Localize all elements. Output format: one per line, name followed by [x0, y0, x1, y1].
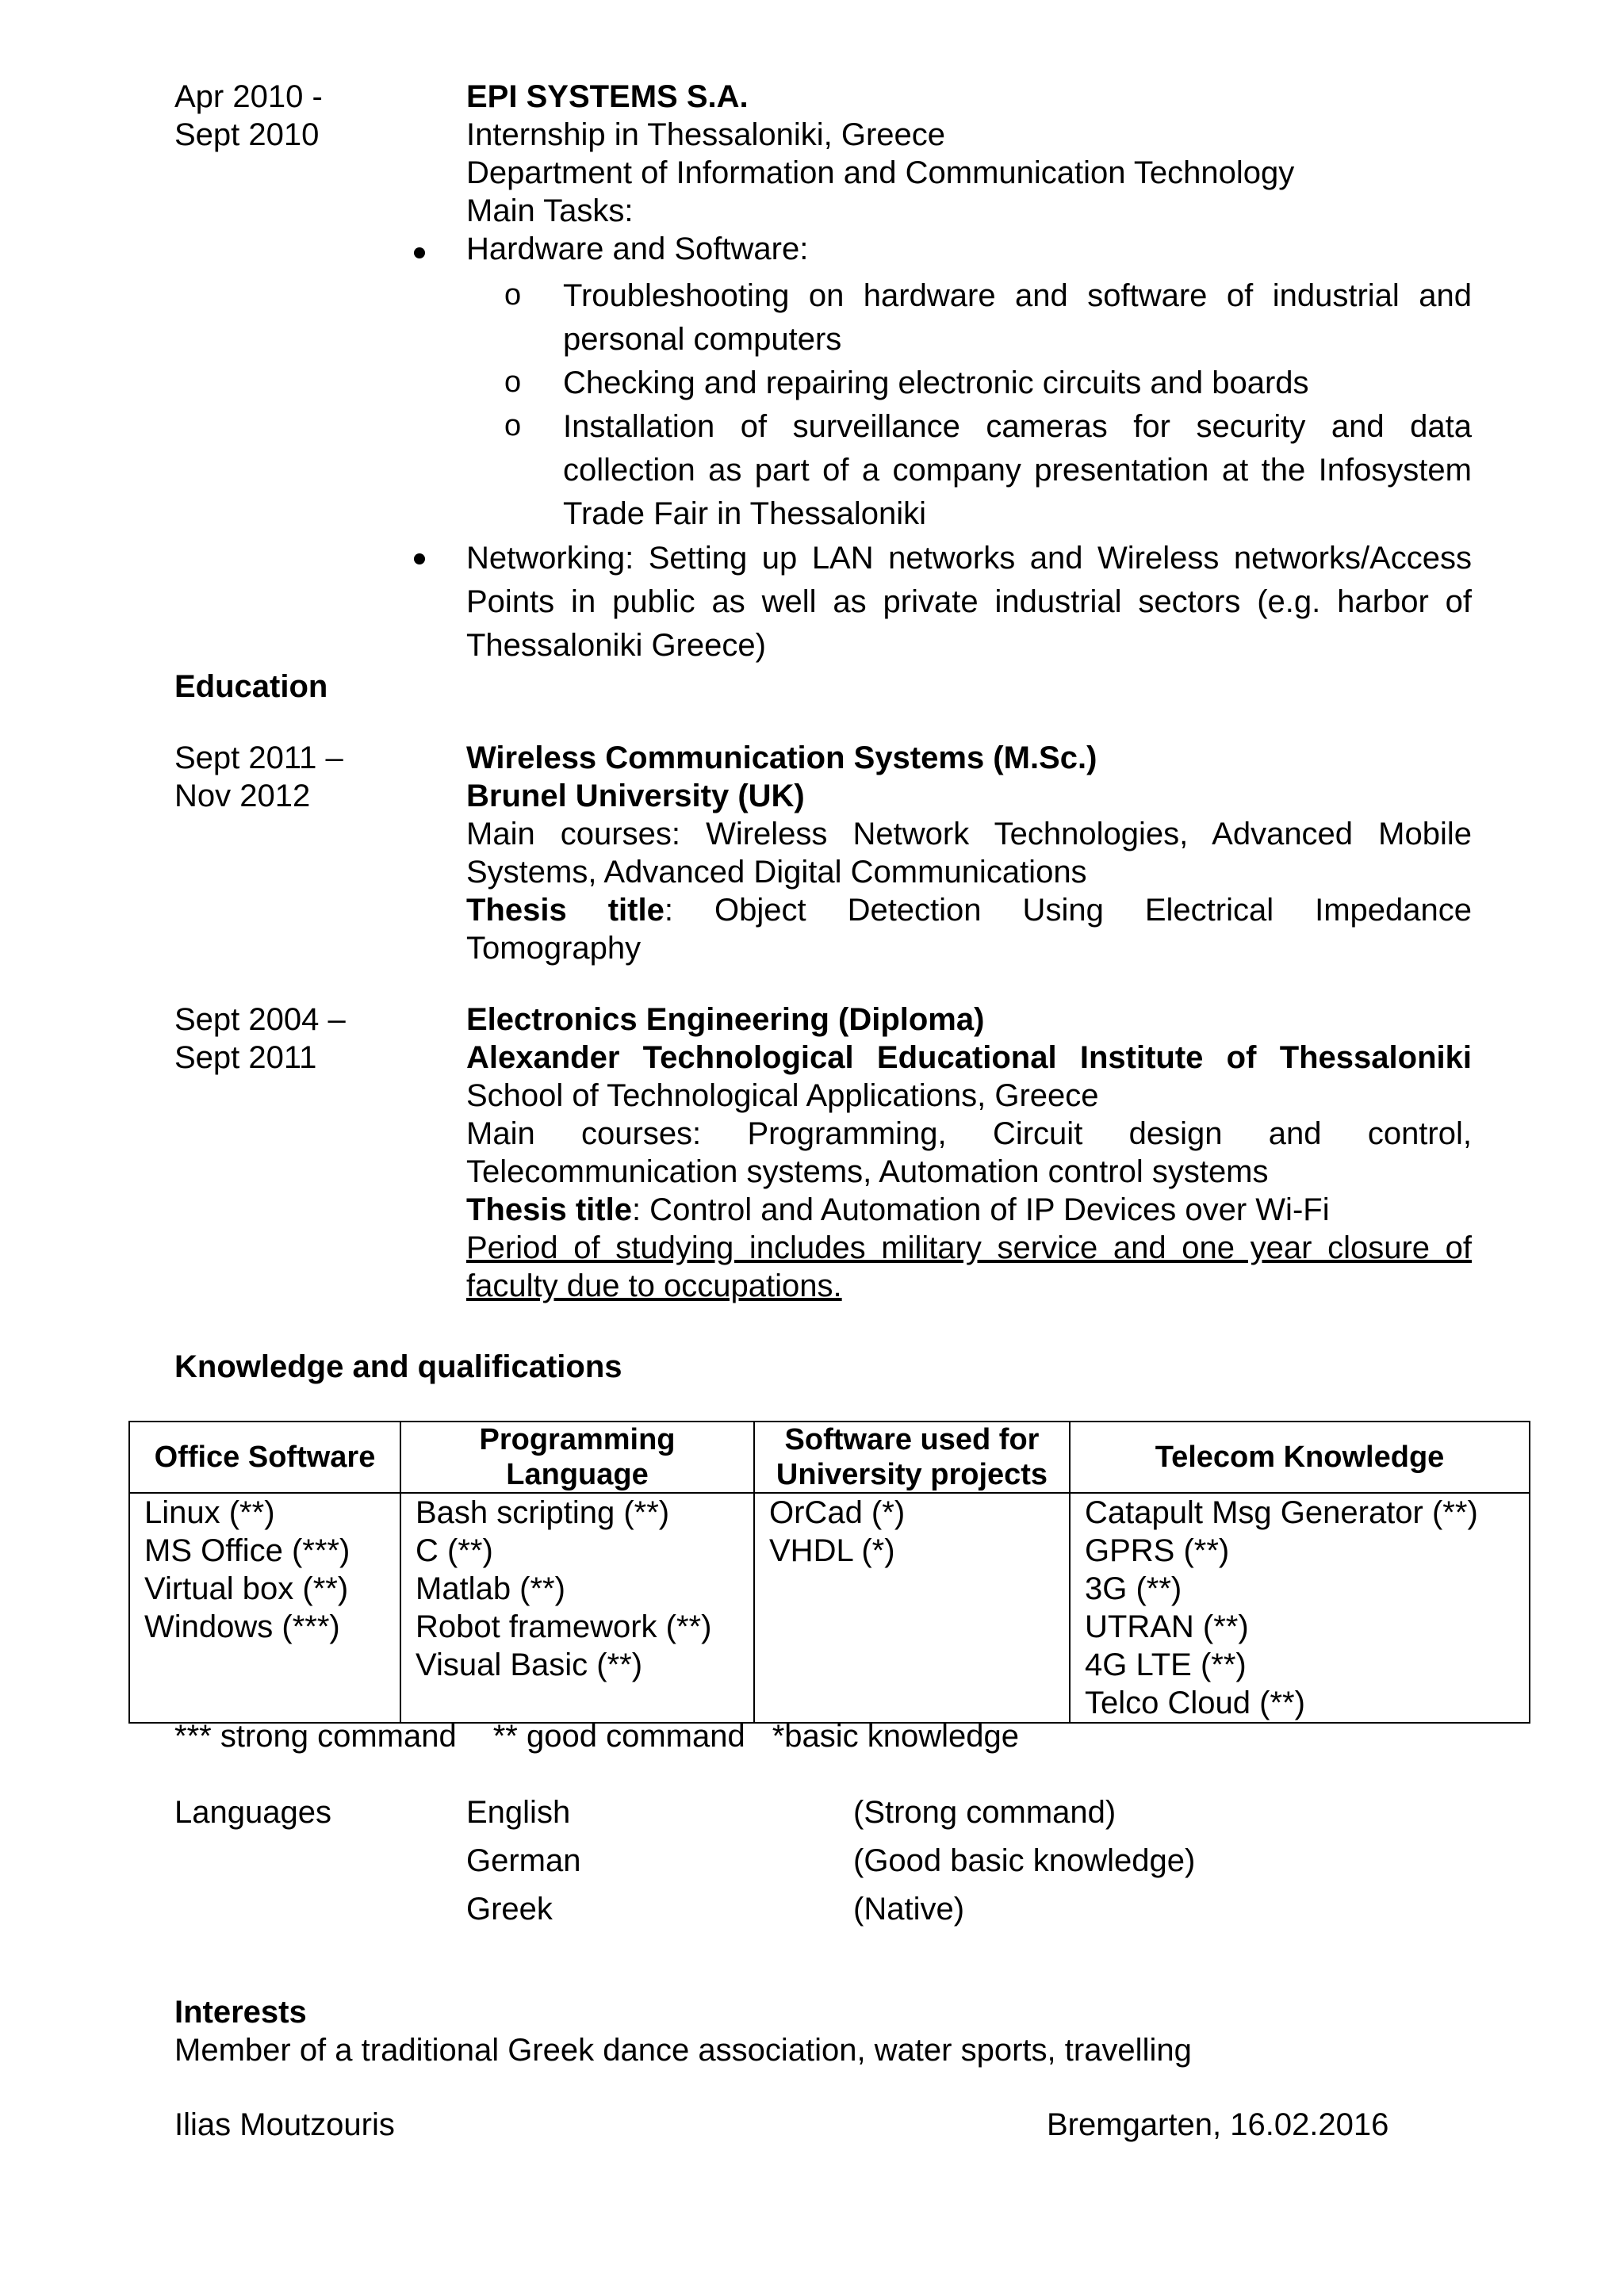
skill-item: C (**)	[416, 1533, 493, 1568]
skills-body-row	[129, 1493, 1530, 1723]
header-office-software: Office Software	[129, 1422, 400, 1493]
language-english: English	[466, 1795, 571, 1830]
skill-item: Windows (***)	[144, 1609, 340, 1644]
programming-cell	[400, 1493, 754, 1723]
skills-table	[128, 1421, 1530, 1724]
language-german: German	[466, 1843, 581, 1878]
hw-title: Hardware and Software:	[466, 232, 809, 266]
skill-item: Bash scripting (**)	[416, 1495, 670, 1530]
skill-item: 4G LTE (**)	[1085, 1647, 1247, 1682]
circle-bullet-icon: o	[504, 278, 522, 312]
skill-item: GPRS (**)	[1085, 1533, 1230, 1568]
skills-heading: Knowledge and qualifications	[174, 1349, 622, 1384]
msc-details: Wireless Communication Systems (M.Sc.) Brunel University (UK) Main courses: Wireless Network Technologies, Advanced Mobile Systems, Advanced Digital Communications Thesis title: Object Detection Using Electrical Impedance Tomography	[466, 740, 1472, 966]
skill-item: Robot framework (**)	[416, 1609, 712, 1644]
education-heading: Education	[174, 669, 328, 704]
bullet-icon	[414, 247, 425, 258]
skill-item: Virtual box (**)	[144, 1571, 349, 1606]
job-dates: Apr 2010 - Sept 2010	[174, 79, 323, 152]
skill-item: MS Office (***)	[144, 1533, 350, 1568]
networking-text: Networking: Setting up LAN networks and Wireless networks/Access Points in public as well as private industrial sectors (e.g. harbor of Thessaloniki Greece)	[466, 541, 1472, 663]
header-telecom-knowledge: Telecom Knowledge	[1070, 1422, 1530, 1493]
header-university-software: Software used for University projects	[754, 1422, 1070, 1493]
interests-heading: Interests	[174, 1995, 307, 2030]
skill-item: VHDL (*)	[769, 1533, 895, 1568]
skill-item: Matlab (**)	[416, 1571, 565, 1606]
sub-item-troubleshooting: Troubleshooting on hardware and software of industrial and personal computers	[563, 278, 1472, 357]
skills-legend: *** strong command ** good command *basic knowledge	[174, 1719, 1020, 1754]
sub-item-circuits: Checking and repairing electronic circuits and boards	[563, 365, 1309, 400]
telecom-cell	[1070, 1493, 1530, 1723]
study-note: Period of studying includes military service and one year closure of	[466, 1230, 1472, 1265]
diploma-university: Alexander Technological Educational Institute of Thessaloniki	[466, 1040, 1472, 1075]
diploma-degree: Electronics Engineering (Diploma)	[466, 1002, 985, 1037]
msc-degree: Wireless Communication Systems (M.Sc.)	[466, 740, 1097, 775]
skill-item: OrCad (*)	[769, 1495, 906, 1530]
skill-item: 3G (**)	[1085, 1571, 1182, 1606]
job-details: EPI SYSTEMS S.A. Internship in Thessaloniki, Greece Department of Information and Communication Technology Main Tasks: Hardware and Software:	[466, 78, 1472, 268]
skills-header-row	[129, 1422, 1530, 1493]
circle-bullet-icon: o	[504, 365, 522, 399]
interests-text: Member of a traditional Greek dance association, water sports, travelling	[174, 2033, 1192, 2068]
diploma-dates: Sept 2004 – Sept 2011	[174, 1002, 346, 1075]
diploma-thesis: Thesis title: Control and Automation of IP Devices over Wi-Fi	[466, 1192, 1330, 1227]
signature-name: Ilias Moutzouris	[174, 2107, 395, 2142]
skill-item: Visual Basic (**)	[416, 1647, 643, 1682]
msc-university: Brunel University (UK)	[466, 779, 805, 813]
header-programming-language: Programming Language	[400, 1422, 754, 1493]
office-software-cell	[129, 1493, 400, 1723]
msc-thesis: Thesis title: Object Detection Using Electrical Impedance	[466, 893, 1472, 928]
diploma-details: Electronics Engineering (Diploma) Alexander Technological Educational Institute of Thessaloniki School of Technological Applications, Greece Main courses: Programming, Circuit design and control, Telecommunication systems, Automation control systems Thesis title: Control and Automation of IP Devices over Wi-Fi Period of studying includes military service and one year closure of faculty due to occupations.	[466, 1002, 1472, 1303]
skill-item: Telco Cloud (**)	[1085, 1686, 1305, 1720]
place-date: Bremgarten, 16.02.2016	[1047, 2107, 1389, 2142]
language-greek: Greek	[466, 1892, 553, 1927]
msc-dates: Sept 2011 – Nov 2012	[174, 740, 343, 813]
language-level: (Good basic knowledge)	[853, 1843, 1196, 1878]
skill-item: UTRAN (**)	[1085, 1609, 1249, 1644]
company-name: EPI SYSTEMS S.A.	[466, 79, 749, 114]
university-software-cell	[754, 1493, 1070, 1723]
skill-item: Catapult Msg Generator (**)	[1085, 1495, 1478, 1530]
language-level: (Strong command)	[853, 1795, 1116, 1830]
languages-label: Languages	[174, 1795, 331, 1830]
sub-item-surveillance: Installation of surveillance cameras for security and data collection as part of a company presentation at the Infosystem Trade Fair in Thessaloniki	[563, 409, 1472, 531]
language-level: (Native)	[853, 1892, 965, 1927]
skill-item: Linux (**)	[144, 1495, 275, 1530]
bullet-icon	[414, 553, 425, 564]
circle-bullet-icon: o	[504, 409, 522, 442]
